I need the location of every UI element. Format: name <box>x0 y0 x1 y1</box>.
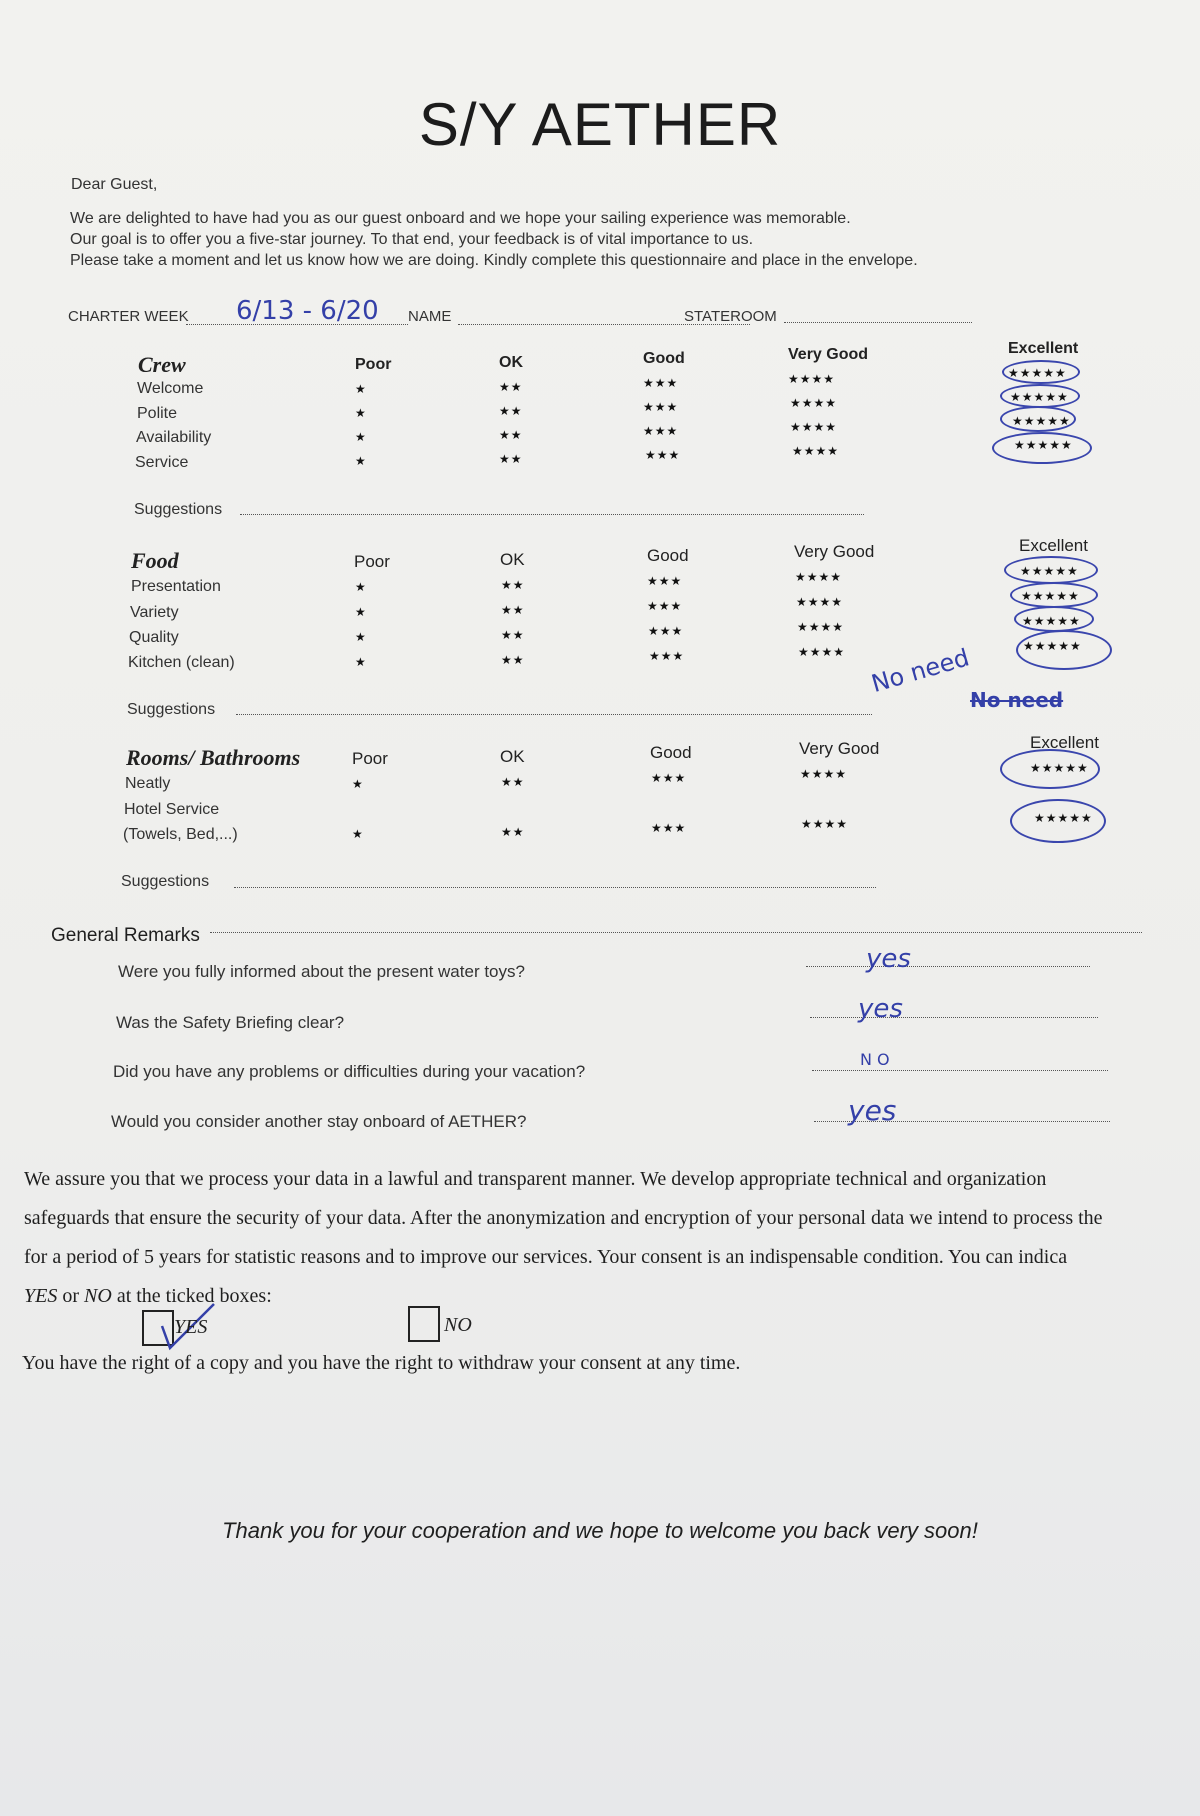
rating-stars[interactable]: ★★★★★ <box>1012 414 1071 428</box>
rooms-item-hotel-service: Hotel Service <box>124 801 220 818</box>
rating-stars[interactable]: ★★★★ <box>788 372 836 386</box>
answer-line <box>812 1070 1108 1071</box>
col-very-good: Very Good <box>799 739 880 758</box>
rating-stars[interactable]: ★ <box>355 580 367 594</box>
charter-info-line <box>68 296 973 328</box>
selection-circle <box>992 432 1092 464</box>
selection-circle <box>1000 749 1100 789</box>
greeting: Dear Guest, <box>71 176 158 193</box>
rating-stars[interactable]: ★★★★ <box>798 645 846 659</box>
section-title-food: Food <box>131 548 179 573</box>
rating-stars[interactable]: ★★★★ <box>790 396 838 410</box>
rating-stars[interactable]: ★ <box>355 382 367 396</box>
selection-circle <box>1000 384 1080 408</box>
col-good: Good <box>647 546 689 565</box>
consent-line: for a period of 5 years for statistic reasons and to improve our services. Your consent is an indispensable condition. You can indica <box>24 1246 1068 1268</box>
selection-circle <box>1010 799 1106 843</box>
rating-stars[interactable]: ★★ <box>499 404 523 418</box>
rating-stars[interactable]: ★★★★★ <box>1010 390 1069 404</box>
question-another-stay: Would you consider another stay onboard of AETHER? <box>111 1112 527 1131</box>
rating-stars[interactable]: ★★ <box>501 825 525 839</box>
question-problems: Did you have any problems or difficulties during your vacation? <box>113 1062 586 1081</box>
consent-yes-word: YES <box>24 1285 58 1307</box>
consent-no-label: NO <box>444 1314 472 1336</box>
consent-suffix: at the ticked boxes: <box>111 1285 272 1307</box>
food-suggestions-answer[interactable]: No need <box>868 643 973 698</box>
answer-water-toys[interactable]: yes <box>866 944 911 974</box>
rating-stars[interactable]: ★ <box>355 630 367 644</box>
selection-circle <box>1010 582 1098 608</box>
rating-stars[interactable]: ★★★★ <box>796 595 844 609</box>
consent-yes-label: YES <box>174 1316 208 1338</box>
selection-circle <box>1000 406 1076 432</box>
answer-safety-briefing[interactable]: yes <box>858 994 903 1024</box>
col-ok: OK <box>499 354 523 371</box>
section-title-crew: Crew <box>138 352 186 377</box>
rating-stars[interactable]: ★ <box>355 406 367 420</box>
rating-stars[interactable]: ★★★★★ <box>1020 564 1079 578</box>
consent-or: or <box>57 1285 85 1307</box>
rating-stars[interactable]: ★★★★★ <box>1023 639 1082 653</box>
section-title-rooms: Rooms/ Bathrooms <box>126 745 301 770</box>
col-very-good: Very Good <box>788 346 869 363</box>
consent-line: safeguards that ensure the security of your data. After the anonymization and encryption of your personal data we intend to process the <box>24 1207 1103 1229</box>
col-very-good: Very Good <box>794 542 875 561</box>
intro-line: Please take a moment and let us know how we are doing. Kindly complete this questionnaire and place in the envelope. <box>70 252 918 269</box>
rating-stars[interactable]: ★ <box>352 827 364 841</box>
crew-item-polite: Polite <box>137 405 178 422</box>
col-excellent: Excellent <box>1019 536 1088 555</box>
intro-line: We are delighted to have had you as our guest onboard and we hope your sailing experience was memorable. <box>70 210 851 227</box>
rating-stars[interactable]: ★★★★ <box>800 767 848 781</box>
selection-circle <box>1016 630 1112 670</box>
rating-stars[interactable]: ★ <box>355 430 367 444</box>
consent-no-checkbox[interactable] <box>408 1306 440 1342</box>
food-item-kitchen: Kitchen (clean) <box>128 654 235 671</box>
col-excellent: Excellent <box>1008 340 1079 357</box>
answer-line <box>810 1017 1098 1018</box>
col-poor: Poor <box>355 356 392 373</box>
question-safety-briefing: Was the Safety Briefing clear? <box>116 1013 345 1032</box>
crew-suggestions-label: Suggestions <box>134 501 223 518</box>
rating-stars[interactable]: ★★★ <box>651 771 687 785</box>
rating-stars[interactable]: ★★★ <box>643 424 679 438</box>
copy-right-note: You have the right of a copy and you have the right to withdraw your consent at any time. <box>22 1352 741 1374</box>
rating-stars[interactable]: ★★ <box>501 775 525 789</box>
rating-stars[interactable]: ★★ <box>499 380 523 394</box>
rating-stars[interactable]: ★★★★ <box>797 620 845 634</box>
answer-another-stay[interactable]: yes <box>848 1094 897 1127</box>
crew-item-availability: Availability <box>136 429 212 446</box>
selection-circle <box>1014 606 1094 632</box>
thank-you-note: Thank you for your cooperation and we hope to welcome you back very soon! <box>222 1518 978 1543</box>
rating-stars[interactable]: ★★ <box>501 628 525 642</box>
rating-stars[interactable]: ★★★★ <box>801 817 849 831</box>
food-suggestions-label: Suggestions <box>127 701 216 718</box>
rating-stars[interactable]: ★★★ <box>649 649 685 663</box>
col-good: Good <box>643 350 685 367</box>
rating-stars[interactable]: ★★★ <box>643 400 679 414</box>
charter-week-value[interactable]: 6/13 - 6/20 <box>236 296 379 326</box>
crew-suggestions-field[interactable] <box>240 514 864 515</box>
food-suggestions-field[interactable] <box>236 714 872 715</box>
rating-stars[interactable]: ★★★ <box>647 599 683 613</box>
rooms-suggestions-label: Suggestions <box>121 873 210 890</box>
col-good: Good <box>650 743 692 762</box>
rooms-suggestions-field[interactable] <box>234 887 876 888</box>
rating-stars[interactable]: ★★★ <box>645 448 681 462</box>
rating-stars[interactable]: ★★★★★ <box>1030 761 1089 775</box>
stateroom-label: STATEROOM <box>684 308 777 325</box>
question-water-toys: Were you fully informed about the present water toys? <box>118 962 525 981</box>
rating-stars[interactable]: ★★★★ <box>790 420 838 434</box>
answer-line <box>806 966 1090 967</box>
rooms-item-neatly: Neatly <box>125 775 171 792</box>
rating-stars[interactable]: ★★ <box>501 603 525 617</box>
col-poor: Poor <box>352 749 388 768</box>
rating-stars[interactable]: ★★★★ <box>795 570 843 584</box>
general-remarks-label: General Remarks <box>51 925 200 946</box>
rating-stars[interactable]: ★ <box>355 605 367 619</box>
food-item-presentation: Presentation <box>131 578 221 595</box>
selection-circle <box>1004 556 1098 584</box>
rating-stars[interactable]: ★★ <box>499 428 523 442</box>
rating-stars[interactable]: ★★★★★ <box>1034 811 1093 825</box>
consent-paragraph <box>24 1160 1200 1316</box>
rating-stars[interactable]: ★★★★★ <box>1008 366 1067 380</box>
col-excellent: Excellent <box>1030 733 1099 752</box>
food-item-variety: Variety <box>130 604 179 621</box>
rating-stars[interactable]: ★★★ <box>651 821 687 835</box>
rating-stars[interactable]: ★★★★★ <box>1014 438 1073 452</box>
rating-stars[interactable]: ★★★ <box>648 624 684 638</box>
name-label: NAME <box>408 308 452 325</box>
rating-stars[interactable]: ★★★★ <box>792 444 840 458</box>
rating-stars[interactable]: ★★ <box>499 452 523 466</box>
col-ok: OK <box>500 747 525 766</box>
general-remarks-field[interactable] <box>210 932 1142 933</box>
consent-line: We assure you that we process your data in a lawful and transparent manner. We develop appropriate technical and organization <box>24 1168 1047 1190</box>
stateroom-field[interactable] <box>784 322 972 323</box>
rating-stars[interactable]: ★★★ <box>643 376 679 390</box>
intro-text <box>70 208 918 271</box>
crew-item-service: Service <box>135 454 189 471</box>
answer-problems[interactable]: N O <box>860 1050 890 1069</box>
rating-stars[interactable]: ★★ <box>501 578 525 592</box>
consent-no-word: NO <box>84 1285 112 1307</box>
rating-stars[interactable]: ★★★ <box>647 574 683 588</box>
rating-stars[interactable]: ★ <box>355 655 367 669</box>
rating-stars[interactable]: ★★ <box>501 653 525 667</box>
crew-item-welcome: Welcome <box>137 380 204 397</box>
rating-stars[interactable]: ★★★★★ <box>1021 589 1080 603</box>
rating-stars[interactable]: ★ <box>355 454 367 468</box>
col-ok: OK <box>500 550 525 569</box>
intro-line: Our goal is to offer you a five-star journey. To that end, your feedback is of vital importance to us. <box>70 231 754 248</box>
yacht-title: S/Y AETHER <box>418 91 782 158</box>
selection-circle <box>1002 360 1080 384</box>
rating-stars[interactable]: ★★★★★ <box>1022 614 1081 628</box>
col-poor: Poor <box>354 552 390 571</box>
food-item-quality: Quality <box>129 629 179 646</box>
rooms-item-towels-bed: (Towels, Bed,...) <box>123 826 238 843</box>
rating-stars[interactable]: ★ <box>352 777 364 791</box>
charter-week-label: CHARTER WEEK <box>68 308 189 325</box>
food-suggestions-struck: No need <box>970 688 1064 712</box>
